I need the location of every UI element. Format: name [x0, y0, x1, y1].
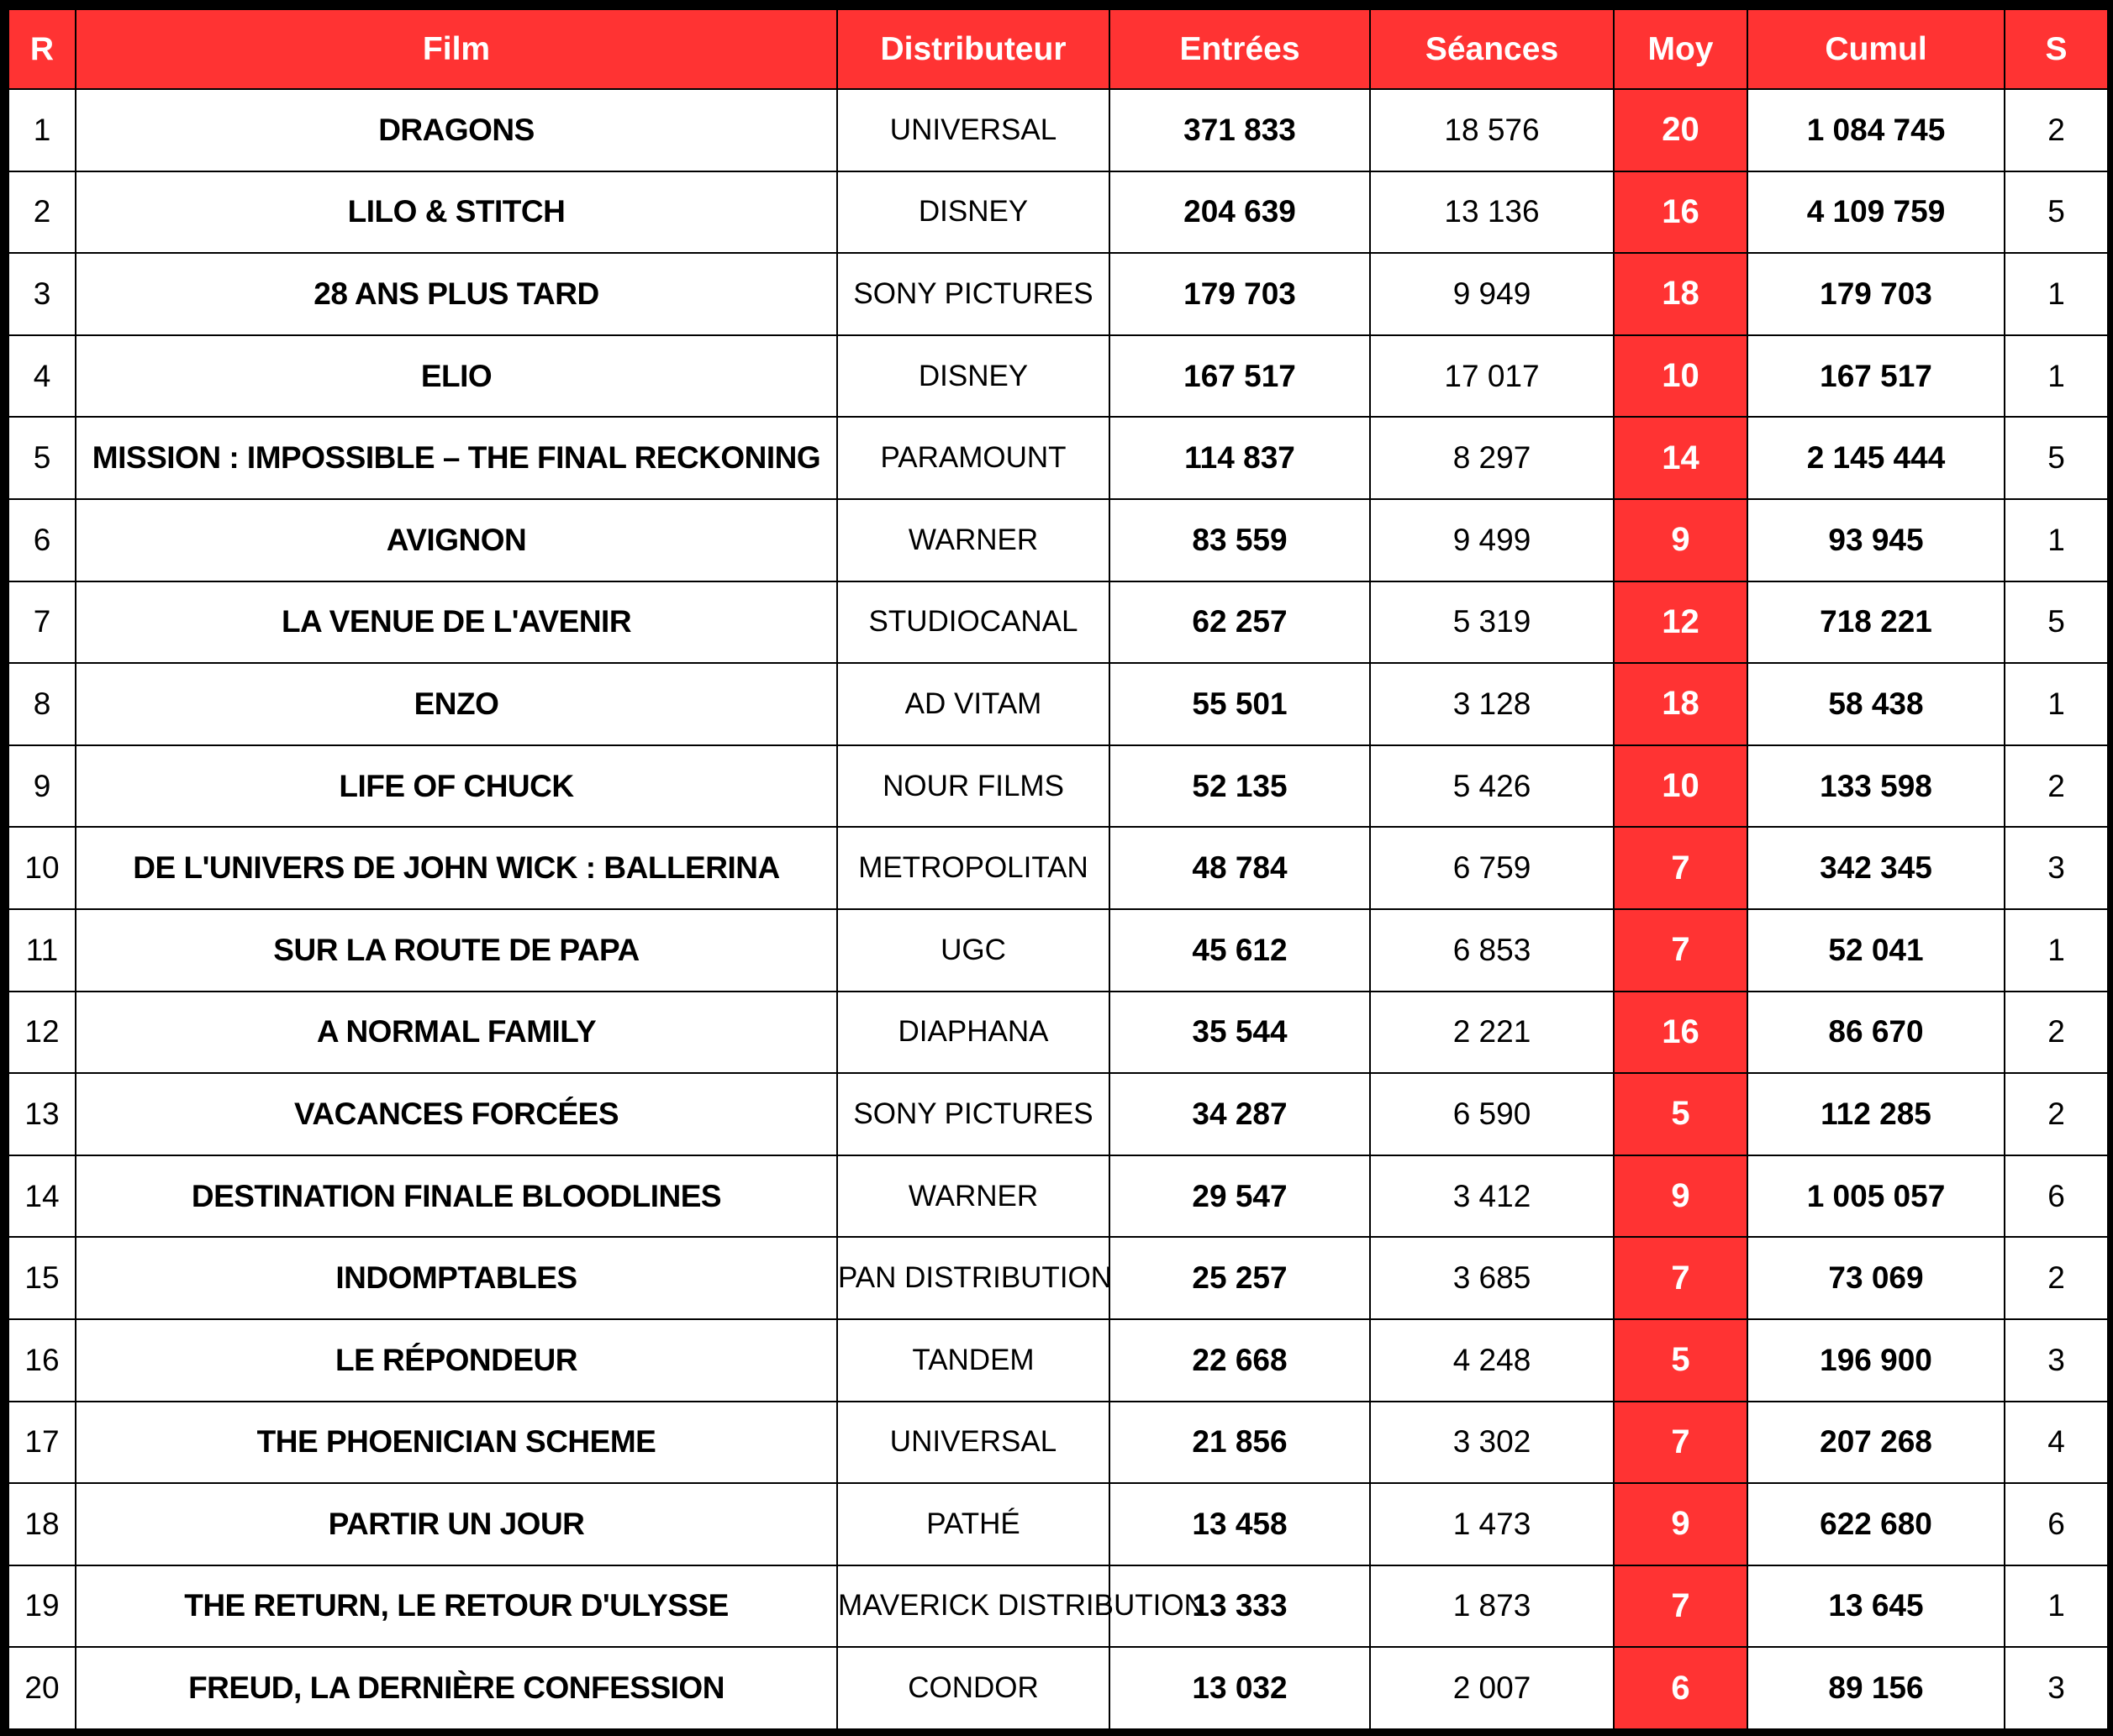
header-moy: Moy	[1614, 9, 1747, 89]
film-title-cell: DE L'UNIVERS DE JOHN WICK : BALLERINA	[76, 827, 837, 909]
distributor-cell: NOUR FILMS	[837, 745, 1109, 828]
distributor-cell: SONY PICTURES	[837, 253, 1109, 335]
semaines-cell: 1	[2005, 1565, 2108, 1648]
moy-cell: 16	[1614, 171, 1747, 254]
cumul-cell: 207 268	[1747, 1402, 2005, 1484]
table-body	[8, 89, 2108, 1729]
film-title-cell: LA VENUE DE L'AVENIR	[76, 581, 837, 664]
rank-cell: 2	[8, 171, 76, 254]
semaines-cell: 5	[2005, 581, 2108, 664]
header-semaines: S	[2005, 9, 2108, 89]
table-header	[8, 9, 2108, 89]
film-title-cell: ENZO	[76, 663, 837, 745]
seances-cell: 2 221	[1370, 992, 1614, 1074]
film-title-cell: FREUD, LA DERNIÈRE CONFESSION	[76, 1647, 837, 1729]
moy-cell: 14	[1614, 417, 1747, 499]
entrees-cell: 62 257	[1109, 581, 1370, 664]
rank-cell: 6	[8, 499, 76, 581]
cumul-cell: 1 084 745	[1747, 89, 2005, 171]
film-title-cell: ELIO	[76, 335, 837, 418]
cumul-cell: 4 109 759	[1747, 171, 2005, 254]
moy-cell: 7	[1614, 1402, 1747, 1484]
table-row	[8, 171, 2108, 254]
semaines-cell: 1	[2005, 335, 2108, 418]
entrees-cell: 55 501	[1109, 663, 1370, 745]
seances-cell: 8 297	[1370, 417, 1614, 499]
cumul-cell: 58 438	[1747, 663, 2005, 745]
seances-cell: 3 412	[1370, 1155, 1614, 1238]
rank-cell: 19	[8, 1565, 76, 1648]
rank-cell: 7	[8, 581, 76, 664]
moy-cell: 16	[1614, 992, 1747, 1074]
entrees-cell: 371 833	[1109, 89, 1370, 171]
film-title-cell: VACANCES FORCÉES	[76, 1073, 837, 1155]
moy-cell: 5	[1614, 1319, 1747, 1402]
cumul-cell: 89 156	[1747, 1647, 2005, 1729]
film-title-cell: DRAGONS	[76, 89, 837, 171]
header-seances: Séances	[1370, 9, 1614, 89]
header-row	[8, 9, 2108, 89]
semaines-cell: 5	[2005, 417, 2108, 499]
seances-cell: 1 873	[1370, 1565, 1614, 1648]
film-title-cell: SUR LA ROUTE DE PAPA	[76, 909, 837, 992]
rank-cell: 11	[8, 909, 76, 992]
moy-cell: 20	[1614, 89, 1747, 171]
semaines-cell: 1	[2005, 253, 2108, 335]
rank-cell: 3	[8, 253, 76, 335]
entrees-cell: 13 458	[1109, 1483, 1370, 1565]
seances-cell: 6 853	[1370, 909, 1614, 992]
distributor-cell: TANDEM	[837, 1319, 1109, 1402]
table-row	[8, 745, 2108, 828]
seances-cell: 13 136	[1370, 171, 1614, 254]
distributor-cell: CONDOR	[837, 1647, 1109, 1729]
seances-cell: 9 949	[1370, 253, 1614, 335]
seances-cell: 3 128	[1370, 663, 1614, 745]
distributor-cell: UGC	[837, 909, 1109, 992]
distributor-cell: WARNER	[837, 499, 1109, 581]
cumul-cell: 342 345	[1747, 827, 2005, 909]
table-row	[8, 1647, 2108, 1729]
seances-cell: 3 302	[1370, 1402, 1614, 1484]
semaines-cell: 6	[2005, 1155, 2108, 1238]
seances-cell: 5 319	[1370, 581, 1614, 664]
semaines-cell: 2	[2005, 89, 2108, 171]
rank-cell: 12	[8, 992, 76, 1074]
cumul-cell: 133 598	[1747, 745, 2005, 828]
rank-cell: 18	[8, 1483, 76, 1565]
table-row	[8, 335, 2108, 418]
rank-cell: 13	[8, 1073, 76, 1155]
distributor-cell: AD VITAM	[837, 663, 1109, 745]
film-title-cell: LE RÉPONDEUR	[76, 1319, 837, 1402]
film-title-cell: DESTINATION FINALE BLOODLINES	[76, 1155, 837, 1238]
cumul-cell: 196 900	[1747, 1319, 2005, 1402]
moy-cell: 5	[1614, 1073, 1747, 1155]
distributor-cell: DIAPHANA	[837, 992, 1109, 1074]
rank-cell: 8	[8, 663, 76, 745]
rank-cell: 20	[8, 1647, 76, 1729]
moy-cell: 7	[1614, 827, 1747, 909]
entrees-cell: 114 837	[1109, 417, 1370, 499]
rank-cell: 4	[8, 335, 76, 418]
distributor-cell: PAN DISTRIBUTION	[837, 1237, 1109, 1319]
semaines-cell: 1	[2005, 663, 2108, 745]
entrees-cell: 83 559	[1109, 499, 1370, 581]
moy-cell: 10	[1614, 745, 1747, 828]
entrees-cell: 52 135	[1109, 745, 1370, 828]
distributor-cell: METROPOLITAN	[837, 827, 1109, 909]
table-row	[8, 1319, 2108, 1402]
film-title-cell: 28 ANS PLUS TARD	[76, 253, 837, 335]
table-row	[8, 499, 2108, 581]
header-entrees: Entrées	[1109, 9, 1370, 89]
rank-cell: 17	[8, 1402, 76, 1484]
film-title-cell: THE RETURN, LE RETOUR D'ULYSSE	[76, 1565, 837, 1648]
entrees-cell: 29 547	[1109, 1155, 1370, 1238]
semaines-cell: 2	[2005, 1073, 2108, 1155]
table-row	[8, 581, 2108, 664]
table-row	[8, 417, 2108, 499]
cumul-cell: 73 069	[1747, 1237, 2005, 1319]
distributor-cell: PARAMOUNT	[837, 417, 1109, 499]
distributor-cell: UNIVERSAL	[837, 89, 1109, 171]
cumul-cell: 179 703	[1747, 253, 2005, 335]
rank-cell: 14	[8, 1155, 76, 1238]
film-title-cell: LIFE OF CHUCK	[76, 745, 837, 828]
cumul-cell: 52 041	[1747, 909, 2005, 992]
entrees-cell: 13 032	[1109, 1647, 1370, 1729]
cumul-cell: 718 221	[1747, 581, 2005, 664]
entrees-cell: 21 856	[1109, 1402, 1370, 1484]
moy-cell: 9	[1614, 499, 1747, 581]
semaines-cell: 1	[2005, 499, 2108, 581]
table-row	[8, 1483, 2108, 1565]
film-title-cell: AVIGNON	[76, 499, 837, 581]
moy-cell: 12	[1614, 581, 1747, 664]
table-row	[8, 1402, 2108, 1484]
box-office-table	[8, 8, 2109, 1730]
distributor-cell: WARNER	[837, 1155, 1109, 1238]
film-title-cell: A NORMAL FAMILY	[76, 992, 837, 1074]
cumul-cell: 2 145 444	[1747, 417, 2005, 499]
distributor-cell: UNIVERSAL	[837, 1402, 1109, 1484]
semaines-cell: 2	[2005, 992, 2108, 1074]
film-title-cell: LILO & STITCH	[76, 171, 837, 254]
distributor-cell: DISNEY	[837, 335, 1109, 418]
rank-cell: 9	[8, 745, 76, 828]
distributor-cell: PATHÉ	[837, 1483, 1109, 1565]
table-row	[8, 89, 2108, 171]
rank-cell: 15	[8, 1237, 76, 1319]
semaines-cell: 2	[2005, 745, 2108, 828]
seances-cell: 18 576	[1370, 89, 1614, 171]
entrees-cell: 25 257	[1109, 1237, 1370, 1319]
table-row	[8, 909, 2108, 992]
rank-cell: 1	[8, 89, 76, 171]
semaines-cell: 4	[2005, 1402, 2108, 1484]
cumul-cell: 86 670	[1747, 992, 2005, 1074]
moy-cell: 6	[1614, 1647, 1747, 1729]
seances-cell: 4 248	[1370, 1319, 1614, 1402]
table-row	[8, 992, 2108, 1074]
moy-cell: 7	[1614, 1565, 1747, 1648]
header-cumul: Cumul	[1747, 9, 2005, 89]
moy-cell: 9	[1614, 1483, 1747, 1565]
moy-cell: 10	[1614, 335, 1747, 418]
table-row	[8, 827, 2108, 909]
header-rank: R	[8, 9, 76, 89]
entrees-cell: 167 517	[1109, 335, 1370, 418]
seances-cell: 2 007	[1370, 1647, 1614, 1729]
film-title-cell: THE PHOENICIAN SCHEME	[76, 1402, 837, 1484]
seances-cell: 6 590	[1370, 1073, 1614, 1155]
film-title-cell: PARTIR UN JOUR	[76, 1483, 837, 1565]
semaines-cell: 2	[2005, 1237, 2108, 1319]
seances-cell: 17 017	[1370, 335, 1614, 418]
cumul-cell: 622 680	[1747, 1483, 2005, 1565]
table-row	[8, 1155, 2108, 1238]
seances-cell: 3 685	[1370, 1237, 1614, 1319]
rank-cell: 10	[8, 827, 76, 909]
semaines-cell: 1	[2005, 909, 2108, 992]
semaines-cell: 3	[2005, 1319, 2108, 1402]
moy-cell: 18	[1614, 253, 1747, 335]
cumul-cell: 167 517	[1747, 335, 2005, 418]
distributor-cell: DISNEY	[837, 171, 1109, 254]
seances-cell: 5 426	[1370, 745, 1614, 828]
film-title-cell: INDOMPTABLES	[76, 1237, 837, 1319]
header-distributor: Distributeur	[837, 9, 1109, 89]
seances-cell: 9 499	[1370, 499, 1614, 581]
header-film: Film	[76, 9, 837, 89]
entrees-cell: 22 668	[1109, 1319, 1370, 1402]
rank-cell: 16	[8, 1319, 76, 1402]
entrees-cell: 34 287	[1109, 1073, 1370, 1155]
rank-cell: 5	[8, 417, 76, 499]
entrees-cell: 204 639	[1109, 171, 1370, 254]
distributor-cell: MAVERICK DISTRIBUTION	[837, 1565, 1109, 1648]
entrees-cell: 35 544	[1109, 992, 1370, 1074]
film-title-cell: MISSION : IMPOSSIBLE – THE FINAL RECKONING	[76, 417, 837, 499]
cumul-cell: 13 645	[1747, 1565, 2005, 1648]
table-row	[8, 1565, 2108, 1648]
seances-cell: 1 473	[1370, 1483, 1614, 1565]
entrees-cell: 179 703	[1109, 253, 1370, 335]
distributor-cell: SONY PICTURES	[837, 1073, 1109, 1155]
cumul-cell: 93 945	[1747, 499, 2005, 581]
table-row	[8, 663, 2108, 745]
entrees-cell: 48 784	[1109, 827, 1370, 909]
moy-cell: 18	[1614, 663, 1747, 745]
seances-cell: 6 759	[1370, 827, 1614, 909]
semaines-cell: 3	[2005, 1647, 2108, 1729]
cumul-cell: 1 005 057	[1747, 1155, 2005, 1238]
table-row	[8, 1237, 2108, 1319]
table-row	[8, 1073, 2108, 1155]
entrees-cell: 13 333	[1109, 1565, 1370, 1648]
semaines-cell: 5	[2005, 171, 2108, 254]
semaines-cell: 6	[2005, 1483, 2108, 1565]
distributor-cell: STUDIOCANAL	[837, 581, 1109, 664]
table-row	[8, 253, 2108, 335]
moy-cell: 7	[1614, 1237, 1747, 1319]
moy-cell: 7	[1614, 909, 1747, 992]
entrees-cell: 45 612	[1109, 909, 1370, 992]
moy-cell: 9	[1614, 1155, 1747, 1238]
semaines-cell: 3	[2005, 827, 2108, 909]
cumul-cell: 112 285	[1747, 1073, 2005, 1155]
